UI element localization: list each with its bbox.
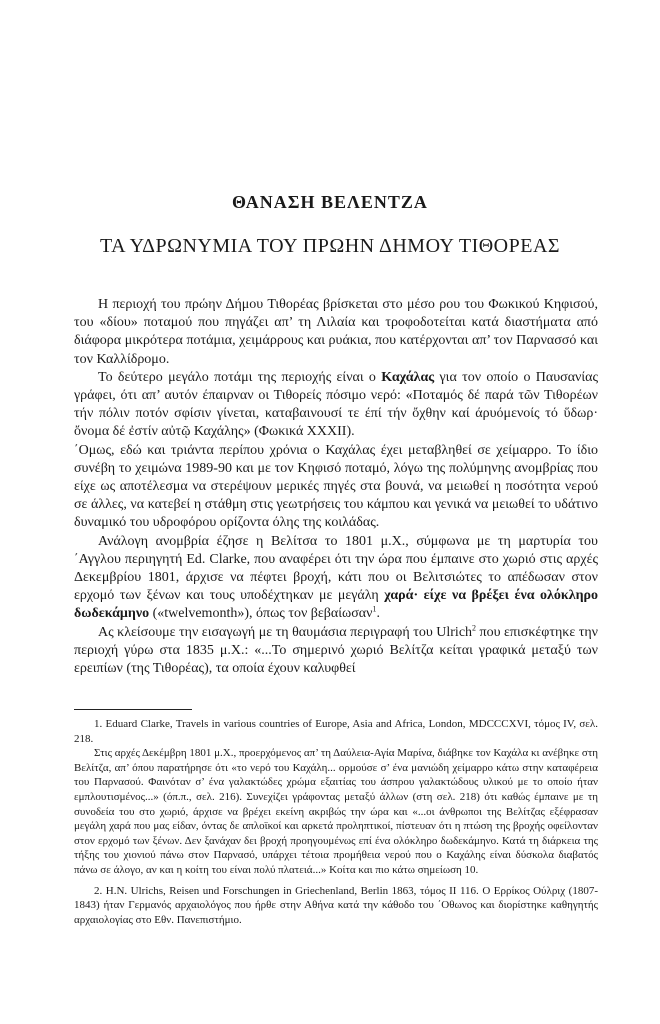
paragraph-5-text-b: που επισκέφτηκε την περιοχή γύρω στα 1835 μ.Χ.: «...Το σημερινό χωριό Βελίτζα κείται γραφικά μεταξύ των ερειπίων (της Τιθορέας), τα οποία έχουν καλυφθεί <box>74 624 598 677</box>
article-body <box>74 296 598 678</box>
footnote-divider <box>74 709 192 710</box>
paragraph-4-text-c: . <box>376 606 380 622</box>
paragraph-4 <box>74 533 598 624</box>
article-title: ΤΑ ΥΔΡΩΝΥΜΙΑ ΤΟΥ ΠΡΩΗΝ ΔΗΜΟΥ ΤΙΘΟΡΕΑΣ <box>99 235 561 257</box>
paragraph-5 <box>74 624 598 679</box>
paragraph-4-text-b: («twelvemonth»), όπως τον βεβαίωσαν <box>152 606 373 622</box>
paragraph-3: ΄Ομως, εδώ και τριάντα περίπου χρόνια ο Καχάλας έχει μεταβληθεί σε χείμαρρο. Το ίδιο συνέβη το χειμώνα 1989-90 και με τον Κηφισό ποταμό, λόγω της πολύμηνης ανομβρίας που είχε ως αποτέλεσμα να στερέψουν μερικές πηγές στα βουνά, να μειωθεί η ποσότητα νερού σε άλλες, να κατεβεί η στάθμη στις γεωτρήσεις του κάμπου και γενικά να μειωθεί το υδάτινο δυναμικό του υδροφόρου ορίζοντα όλης της κοιλάδας. <box>74 442 598 531</box>
paragraph-1: Η περιοχή του πρώην Δήμου Τιθορέας βρίσκεται στο μέσο ρου του Φωκικού Κηφισού, του «δίου» ποταμού που πηγάζει απ’ τη Λιλαία και τροφοδοτείται κατά διαστήματα από διάφορα μικρότερα ποτάμια, χειμάρρους και ρυάκια, που κατέρχονται απ’ τον Παρνασσό και τον Καλλίδρομο. <box>74 297 598 367</box>
footnote-2: 2. H.N. Ulrichs, Reisen und Forschungen in Griechenland, Berlin 1863, τόμος II 116. Ο Ερρίκος Ούλριχ (1807-1843) ήταν Γερμανός αρχαιολόγος που ήρθε στην Αθήνα κατά την κάθοδο του ΄Οθωνος και διορίστηκε καθηγητής αρχαιολογίας στο Εθν. Πανεπιστήμιο. <box>74 884 598 926</box>
author-name: ΘΑΝΑΣΗ ΒΕΛΕΝΤΖΑ <box>232 192 428 212</box>
paragraph-5-text-a: Ας κλείσουμε την εισαγωγή με τη θαυμάσια περιγραφή του Ulrich <box>98 624 473 640</box>
paragraph-2-bold-term: Καχάλας <box>381 369 435 385</box>
footnote-ref-2[interactable]: 2 <box>472 623 477 632</box>
paragraph-4-text-a: Ανάλογη ανομβρία έζησε η Βελίτσα το 1801 μ.Χ., σύμφωνα με τη μαρτυρία του ΄Αγγλου περιηγητή Ed. Clarke, που αναφέρει ότι την ώρα που έμπαινε στο χωριό στις αρχές Δεκεμβρίου 1801, άρχισε να πέφτει βροχή, κάτι που οι Βελιτσιώτες το απέδωσαν στον ερχομό των ξένων και τους υποδέχτηκαν με μεγάλη <box>74 533 598 604</box>
paragraph-2 <box>74 369 598 442</box>
footnote-ref-1[interactable]: 1 <box>372 604 377 614</box>
paragraph-2-text-a: Το δεύτερο μεγάλο ποτάμι της περιοχής είναι ο <box>98 369 376 385</box>
footnote-1-citation: 1. Eduard Clarke, Travels in various countries of Europe, Asia and Africa, London, MDCCCXVI, τόμος IV, σελ. 218. <box>74 718 598 745</box>
footnote-1-commentary: Στις αρχές Δεκέμβρη 1801 μ.Χ., προερχόμενος απ’ τη Δαύλεια-Αγία Μαρίνα, διάβηκε τον Καχάλα κι ανέβηκε στη Βελίτζα, απ’ όπου παρατήρησε ότι «το νερό του Καχάλη... ορμούσε σ’ ένα μανιώδη χείμαρρο κάτω στην καταφέρεια του Παρνασού. Φαινόταν σ’ ένα γαλακτώδες χρώμα εξαιτίας του άσπρου γαλακτώδους υλικού με το οποίο ήταν εμπλουτισμένος...» (όπ.π., σελ. 216). Συνεχίζει γράφοντας μεταξύ άλλων (στη σελ. 218) ότι καθώς έμπαινε με τη συνοδεία του στο χωριό, άρχισε να βρέχει εκείνη ακριβώς την ώρα και «...οι άνθρωποι της Βελίτζας εξέφρασαν μεγάλη χαρά που μας είδαν, όντας δε απλοϊκοί και αρκετά προληπτικοί, πίστευαν ότι η πτώση της βροχής οφείλονταν στον ερχομό των ξένων. Δεν ξανάχαν δει βροχή προηγουμένως επί ένα ολόκληρο δωδεκάμηνο. Κατά τη διάρκεια της τήξης του χιονιού πάνω στον Παρνασό, υπάρχει τέτοια προμήθεια νερού που ο Καχάλης είναι δύσκολα διαβατός πάνω σε άλογο, αν και η κοίτη του είναι πολύ πλατειά...» Κοίτα και πιο κάτω σημείωση 10. <box>74 747 598 876</box>
footnotes <box>74 717 598 927</box>
paragraph-4-bold-phrase: χαρά· είχε να βρέξει ένα ολόκληρο δωδεκάμηνο <box>74 588 599 622</box>
paragraph-2-text-b: για τον οποίο ο Παυσανίας γράφει, ότι απ’ αυτόν έπαιρναν οι Τιθορείς πόσιμο νερό: «Ποταμός δέ παρά τῶν Τιθορέων τήν πόλιν ποτόν σφίσιν γίνεται, καταβαινουσί τε έπί τήν ὄχθην καί άρυόμενοίς τό ὕδωρ· ὄνομα δέ ἐστίν αὐτῷ Καχάλης» (Φωκικά XXXII). <box>74 369 598 440</box>
